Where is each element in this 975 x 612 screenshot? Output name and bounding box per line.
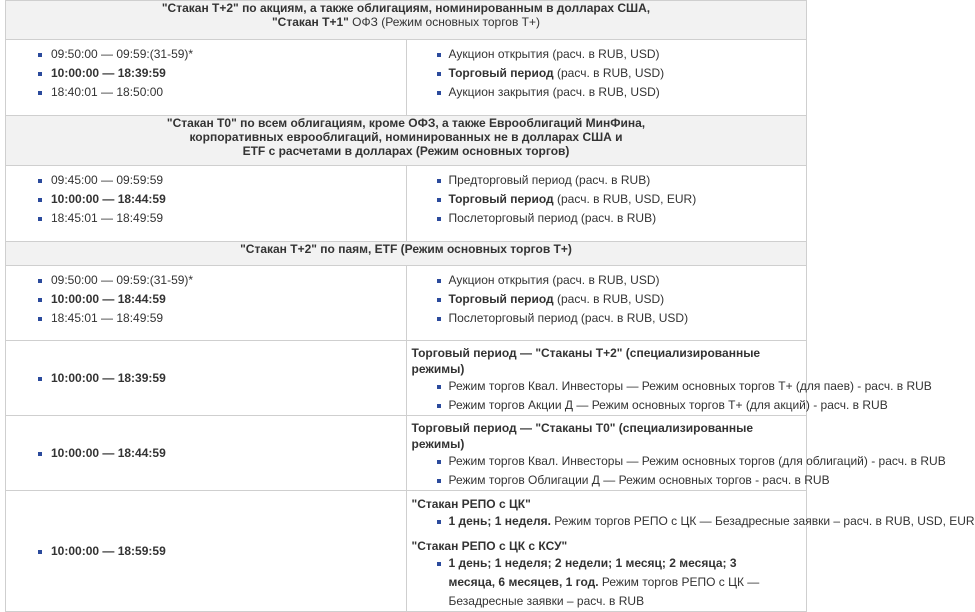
time-item: 10:00:00 — 18:44:59 — [6, 190, 406, 209]
time-list — [6, 369, 406, 388]
bullet-icon — [437, 72, 441, 76]
time-item: 09:50:00 — 09:59:(31-59)* — [6, 45, 406, 64]
detail-item: Аукцион открытия (расч. в RUB, USD) — [407, 45, 807, 64]
bullet-icon — [38, 550, 42, 554]
time-item: 18:40:01 — 18:50:00 — [6, 83, 406, 102]
time-cell — [6, 341, 407, 416]
repo-ksu-title: "Стакан РЕПО с ЦК с КСУ" — [411, 539, 568, 553]
detail-item: 1 день; 1 неделя. Режим торгов РЕПО с ЦК — Безадресные заявки – расч. в RUB, USD, EUR — [407, 512, 807, 531]
time-list — [6, 45, 406, 102]
detail-item: Режим торгов Квал. Инвесторы — Режим основных торгов Т+ (для паев) - расч. в RUB — [407, 377, 807, 396]
section-header — [6, 1, 807, 40]
time-item: 18:45:01 — 18:49:59 — [6, 309, 406, 328]
bullet-icon — [437, 520, 441, 524]
time-item: 10:00:00 — 18:44:59 — [6, 444, 406, 463]
time-cell — [6, 266, 407, 341]
detail-cell — [406, 416, 946, 491]
time-item: 10:00:00 — 18:44:59 — [6, 290, 406, 309]
row-title: Торговый период — "Стаканы Т+2" (специализированные режимы) — [411, 346, 761, 376]
bullet-icon — [437, 179, 441, 183]
time-item: 09:45:00 — 09:59:59 — [6, 171, 406, 190]
time-item: 10:00:00 — 18:59:59 — [6, 542, 406, 561]
bullet-icon — [437, 479, 441, 483]
bullet-icon — [38, 91, 42, 95]
section-header-line: корпоративных еврооблигаций, номинированных не в долларах США и — [189, 130, 623, 144]
time-item: 10:00:00 — 18:39:59 — [6, 64, 406, 83]
detail-item: Аукцион закрытия (расч. в RUB, USD) — [407, 83, 807, 102]
time-cell — [6, 416, 407, 491]
bullet-icon — [38, 179, 42, 183]
detail-list — [407, 45, 807, 102]
detail-list — [407, 271, 807, 328]
bullet-icon — [38, 198, 42, 202]
section-header-line: "Стакан Т0" по всем облигациям, кроме ОФЗ, а также Еврооблигаций МинФина, — [166, 116, 646, 130]
time-cell — [6, 166, 407, 242]
detail-item: Послеторговый период (расч. в RUB) — [407, 209, 807, 228]
detail-item: 1 день; 1 неделя; 2 недели; 1 месяц; 2 месяца; 3 месяца, 6 месяцев, 1 год. Режим торгов РЕПО с ЦК — Безадресные заявки – расч. в RUB — [407, 554, 787, 611]
bullet-icon — [38, 53, 42, 57]
bullet-icon — [437, 562, 441, 566]
bullet-icon — [38, 72, 42, 76]
detail-item: Торговый период (расч. в RUB, USD) — [407, 290, 807, 309]
section-header-line: "Стакан Т+1" — [271, 15, 349, 29]
detail-cell — [406, 40, 807, 116]
bullet-icon — [38, 298, 42, 302]
detail-item: Режим торгов Облигации Д — Режим основных торгов - расч. в RUB — [407, 471, 807, 490]
time-item: 09:50:00 — 09:59:(31-59)* — [6, 271, 406, 290]
time-item: 10:00:00 — 18:39:59 — [6, 369, 406, 388]
bullet-icon — [437, 217, 441, 221]
bullet-icon — [437, 198, 441, 202]
time-cell — [6, 40, 407, 116]
detail-item: Послеторговый период (расч. в RUB, USD) — [407, 309, 807, 328]
section-header-line: ETF с расчетами в долларах (Режим основных торгов) — [242, 144, 570, 158]
bullet-icon — [38, 217, 42, 221]
bullet-icon — [38, 279, 42, 283]
detail-cell — [406, 491, 975, 612]
bullet-icon — [437, 317, 441, 321]
section-header-line: "Стакан Т+2" по паям, ETF (Режим основных торгов Т+) — [240, 242, 572, 256]
bullet-icon — [437, 385, 441, 389]
detail-item: Предторговый период (расч. в RUB) — [407, 171, 807, 190]
section-header — [6, 116, 807, 166]
bullet-icon — [437, 279, 441, 283]
bullet-icon — [38, 452, 42, 456]
bullet-icon — [437, 91, 441, 95]
detail-cell — [406, 266, 807, 341]
time-list — [6, 271, 406, 328]
section-header-line: ОФЗ (Режим основных торгов Т+) — [348, 15, 541, 29]
time-list — [6, 542, 406, 561]
detail-list — [407, 554, 807, 611]
bullet-icon — [437, 53, 441, 57]
detail-cell — [406, 166, 807, 242]
detail-item: Аукцион открытия (расч. в RUB, USD) — [407, 271, 807, 290]
detail-item: Торговый период (расч. в RUB, USD, EUR) — [407, 190, 807, 209]
bullet-icon — [437, 298, 441, 302]
detail-list — [407, 512, 975, 531]
time-item: 18:45:01 — 18:49:59 — [6, 209, 406, 228]
bullet-icon — [437, 404, 441, 408]
detail-item: Торговый период (расч. в RUB, USD) — [407, 64, 807, 83]
detail-list — [407, 171, 807, 228]
row-title: Торговый период — "Стаканы Т0" (специализированные режимы) — [411, 421, 754, 451]
section-header — [6, 242, 807, 266]
section-header-line: "Стакан Т+2" по акциям, а также облигациям, номинированным в долларах США, — [161, 1, 651, 15]
bullet-icon — [38, 317, 42, 321]
detail-item: Режим торгов Акции Д — Режим основных торгов Т+ (для акций) - расч. в RUB — [407, 396, 807, 415]
bullet-icon — [437, 460, 441, 464]
time-list — [6, 171, 406, 228]
bullet-icon — [38, 377, 42, 381]
detail-cell — [406, 341, 932, 416]
detail-item: Режим торгов Квал. Инвесторы — Режим основных торгов (для облигаций) - расч. в RUB — [407, 452, 807, 471]
trading-schedule-table — [5, 0, 975, 612]
detail-list — [407, 377, 932, 415]
time-cell — [6, 491, 407, 612]
time-list — [6, 444, 406, 463]
repo-title: "Стакан РЕПО с ЦК" — [411, 497, 531, 511]
detail-list — [407, 452, 946, 490]
